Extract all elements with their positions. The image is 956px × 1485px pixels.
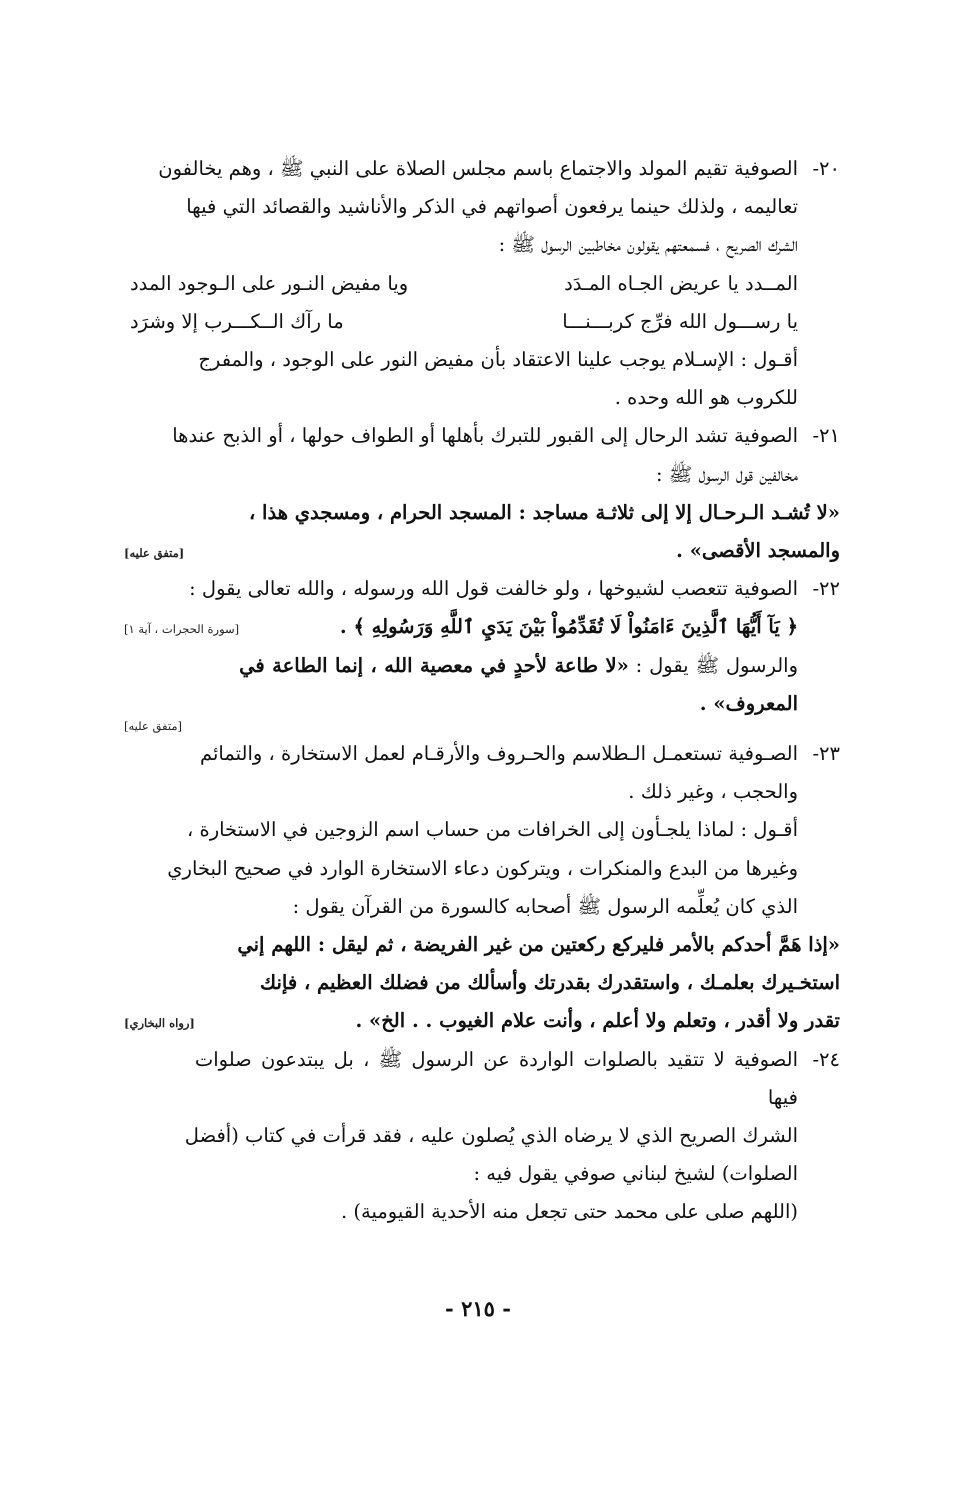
line: الصـوفية تستعمـل الـطلاسم والحـروف والأرقـام لعمل الاستخارة ، والتمائم [200, 742, 798, 766]
verse-hemistich: يا رســـول الله فرِّج كربـــنـــا [562, 309, 798, 333]
quran-verse: ﴿ يَآ أَيُّهَا ٱلَّذِينَ ءَامَنُواْ لَا تُقَدِّمُواْ بَيْنَ يَدَيِ ٱللَّهِ وَرَسُولِهِ ﴾ . [339, 615, 798, 639]
hadith-line: «إذا هَمَّ أحدكم بالأمر فليركع ركعتين من غير الفريضة ، ثم ليقل : اللهم إني [237, 933, 840, 957]
line: مخالفين قول الرسول ﷺ : [656, 462, 798, 486]
citation: [متفق عليه] [124, 719, 182, 734]
verse-hemistich: ويا مفيض النـور على الـوجود المدد [130, 271, 409, 295]
item-number: ٢٣- [812, 742, 840, 766]
line: (اللهم صلى على محمد حتى تجعل منه الأحدية القيومية) . [341, 1200, 798, 1224]
page-number: - ٢١٥ - [445, 1296, 511, 1321]
citation: [متفق عليه] [124, 546, 185, 561]
line: الصوفية تتعصب لشيوخها ، ولو خالفت قول الله ورسوله ، والله تعالى يقول : [189, 577, 798, 601]
item-20 [124, 150, 840, 265]
item-number: ٢٠- [812, 157, 840, 180]
verse-hemistich: المــدد يا عريض الجـاه المـدَد [564, 271, 798, 295]
hadith-text: والمسجد الأقصى» . [676, 539, 840, 563]
verse-hemistich: ما رآك الــكـــرب إلا وشرَد [130, 309, 344, 333]
hadith-text: تقدر ولا أقدر ، وتعلم ولا أعلم ، وأنت علام الغيوب . . الخ» . [355, 1009, 840, 1033]
hadith-line: «لا تُشـد الـرحـال إلا إلى ثلاثـة مساجد : المسجد الحرام ، ومسجدي هذا ، [248, 500, 840, 524]
line [124, 647, 798, 723]
citation: [سورة الحجرات ، آية ١] [124, 622, 240, 637]
poem-verse [124, 265, 840, 303]
item-number: ٢٤- [812, 1047, 840, 1071]
comment-line: وغيرها من البدع والمنكرات ، ويتركون دعاء الاستخارة الوارد في صحيح البخاري [167, 856, 798, 880]
line: الصوفية لا تتقيد بالصلوات الواردة عن الرسول ﷺ ، بل يبتدعون صلوات فيها [194, 1047, 798, 1109]
item-number: ٢٢- [812, 577, 840, 601]
comment-line: للكروب هو الله وحده . [614, 386, 798, 410]
line-plain: والرسول ﷺ يقول : [635, 653, 799, 677]
line: تعاليمه ، ولذلك حينما يرفعون أصواتهم في الذكر والأناشيد والقصائد التي فيها [186, 195, 798, 219]
hadith-line [124, 532, 840, 570]
hadith-line: استخـيرك بعلمـك ، واستقدرك بقدرتك وأسألك من فضلك العظيم ، فإنك [260, 971, 840, 995]
line: الصلوات) لشيخ لبناني صوفي يقول فيه : [473, 1162, 798, 1186]
item-21 [124, 417, 840, 493]
line: الصوفية تشد الرحال إلى القبور للتبرك بأهلها أو الطواف حولها ، أو الذبح عندها [172, 424, 798, 448]
hadith-line [124, 1002, 840, 1040]
line: الشرك الصريح ، فسمعتهم يقولون مخاطبين الرسول ﷺ : [498, 233, 798, 257]
citation: [رواه البخاري] [124, 1016, 195, 1031]
item-23 [124, 735, 840, 811]
item-24 [124, 1041, 840, 1232]
body-text [124, 150, 840, 1232]
comment-line: الذي كان يُعلِّمه الرسول ﷺ أصحابه كالسورة من القرآن يقول : [292, 894, 798, 918]
line: والحجب ، وغير ذلك . [628, 780, 798, 804]
comment-line: أقـول : لماذا يلجـأون إلى الخرافات من حساب اسم الزوجين في الاستخارة ، [186, 818, 798, 842]
comment-line: أقـول : الإسـلام يوجب علينا الاعتقاد بأن مفيض النور على الوجود ، والمفرج [198, 348, 798, 372]
item-number: ٢١- [812, 424, 840, 448]
line: الشرك الصريح الذي لا يرضاه الذي يُصلون عليه ، فقد قرأت في كتاب (أفضل [184, 1124, 798, 1148]
item-22 [124, 570, 840, 735]
hadith-text: «لا طاعة لأحدٍ في معصية الله ، إنما الطاعة في المعروف» . [239, 653, 798, 715]
line: الصوفية تقيم المولد والاجتماع باسم مجلس الصلاة على النبي ﷺ ، وهم يخالفون [158, 157, 798, 180]
poem-verse [124, 303, 840, 341]
quran-verse-line [124, 608, 798, 646]
